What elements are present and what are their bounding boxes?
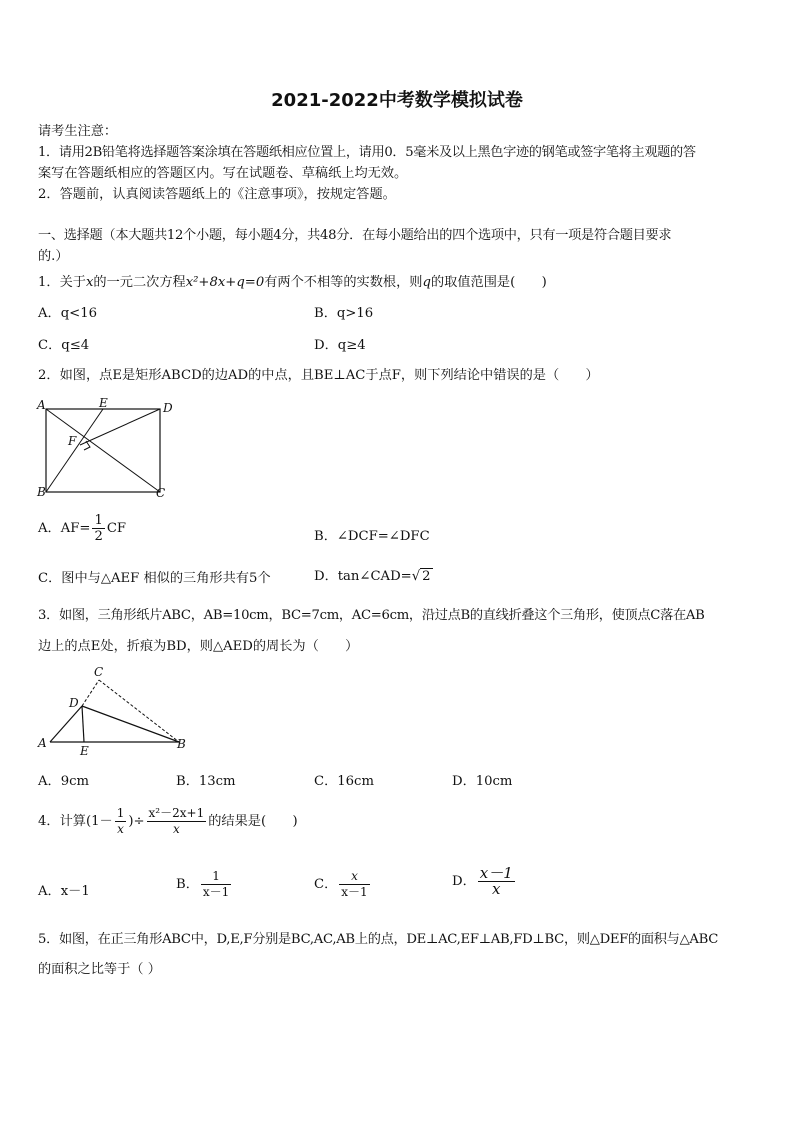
notice-item-1: 1．请用2B铅笔将选择题答案涂填在答题纸相应位置上，请用0．5毫米及以上黑色字迹的钢笔或签字笔将主观题的答 [38,145,696,160]
label-c: C [94,665,104,679]
question-3-stem: 3．如图，三角形纸片ABC，AB=10cm，BC=7cm，AC=6cm，沿过点B的直线折叠这个三角形，使顶点C落在AB [38,608,705,623]
q1-option-d[interactable]: D．q≥4 [314,338,366,353]
section-heading-cont: 的.） [38,249,69,264]
section-heading: 一、选择题（本大题共12个小题，每小题4分，共48分．在每小题给出的四个选项中，只有一项是符合题目要求 [38,228,672,243]
notice-heading: 请考生注意： [38,124,118,139]
segment-ad [50,706,82,742]
label-f: F [68,434,77,448]
notice-item-2: 2．答题前，认真阅读答题纸上的《注意事项》，按规定答题。 [38,187,396,202]
dashed-cb [99,680,179,742]
q3-option-c[interactable]: C．16cm [314,774,374,789]
q4-option-b[interactable]: B． $\frac{1}{x-1}$ [176,869,230,899]
label-b: B [177,737,186,751]
q3-option-a[interactable]: A．9cm [38,774,89,789]
question-1-stem: 1．关于x的一元二次方程x²+8x+q=0有两个不相等的实数根，则q的取值范围是( ) [38,275,547,290]
q4-option-c[interactable]: C． $\frac{x}{x-1}$ [314,869,368,899]
segment-be [46,409,103,492]
page-title: 2021-2022中考数学模拟试卷 [271,90,523,111]
rectangle-figure [36,398,178,502]
question-4-stem: 4．计算(1－ $\frac{1}{x}$ )÷ $\frac{\text{x²－2x+1}}{x}$ 的结果是( ) [38,806,298,836]
label-d: D [163,401,173,415]
question-2-stem: 2．如图，点E是矩形ABCD的边AD的中点，且BE⊥AC于点F，则下列结论中错误的是（ ） [38,368,599,383]
segment-de [82,706,84,742]
diagonal-ac [46,409,160,492]
dashed-dc [82,680,99,706]
q1-option-c[interactable]: C．q≤4 [38,338,90,353]
q4-option-d[interactable]: D． $\frac{x-1}{x}$ [452,864,513,898]
sqrt-icon: √ [411,569,421,584]
label-a: A [37,398,46,412]
q3-option-d[interactable]: D．10cm [452,774,513,789]
label-e: E [80,744,89,756]
q1-option-a[interactable]: A．q<16 [38,306,97,321]
q2-option-c[interactable]: C．图中与△AEF 相似的三角形共有5个 [38,571,271,586]
q4-option-a[interactable]: A．x－1 [38,884,90,899]
label-a: A [38,736,47,750]
question-3-stem-cont: 边上的点E处，折痕为BD，则△AED的周长为（ ） [38,639,359,654]
q2-option-b[interactable]: B．∠DCF=∠DFC [314,529,430,544]
q2-option-a[interactable]: A．AF= $\frac{1}{2}$ CF [38,513,127,544]
q2-option-d[interactable]: D．tan∠CAD=√ 2 [314,569,431,584]
label-e: E [99,398,108,410]
label-d: D [69,696,79,710]
fold-line-bd [82,706,179,742]
question-5-stem-cont: 的面积之比等于（ ） [38,962,161,977]
label-c: C [156,486,166,500]
segment-df [80,409,160,445]
label-b: B [37,485,46,499]
notice-item-1-cont: 案写在答题纸相应的答题区内。写在试题卷、草稿纸上均无效。 [38,166,408,181]
q1-option-b[interactable]: B．q>16 [314,306,374,321]
triangle-figure [36,662,196,756]
q3-option-b[interactable]: B．13cm [176,774,236,789]
equation: x²+8x+q=0 [185,275,265,290]
question-5-stem: 5．如图，在正三角形ABC中，D,E,F分别是BC,AC,AB上的点，DE⊥AC,EF⊥AB,FD⊥BC，则△DEF的面积与△ABC [38,932,719,947]
